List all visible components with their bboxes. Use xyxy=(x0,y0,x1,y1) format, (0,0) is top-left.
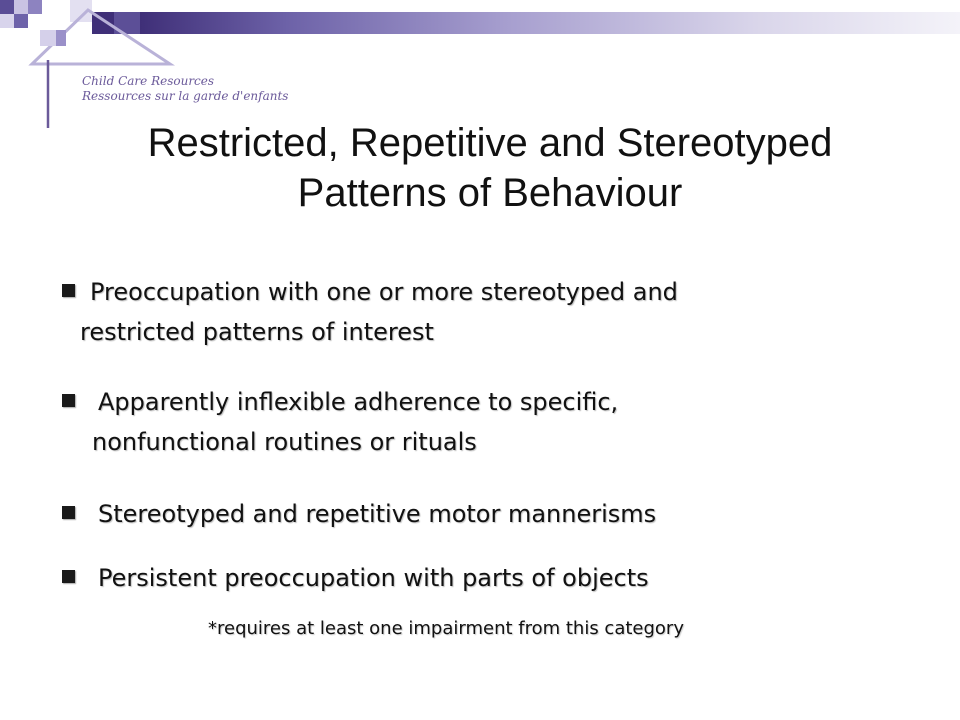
decor-square xyxy=(0,0,14,14)
bullet-text-continuation: nonfunctional routines or rituals xyxy=(92,428,477,456)
logo xyxy=(20,0,289,130)
bullet-text: Preoccupation with one or more stereotyped and xyxy=(90,278,678,306)
square-bullet-icon xyxy=(62,570,75,583)
decor-square xyxy=(0,14,14,28)
logo-text-english: Child Care Resources xyxy=(82,74,215,88)
square-bullet-icon xyxy=(62,284,75,297)
slide-title-line2: Patterns of Behaviour xyxy=(297,171,683,215)
square-bullet-icon xyxy=(62,394,75,407)
bullet-text: Stereotyped and repetitive motor mannerisms xyxy=(98,500,657,528)
logo-text-french: Ressources sur la garde d'enfants xyxy=(82,89,289,103)
list-item xyxy=(62,382,618,462)
bullet-text-continuation: restricted patterns of interest xyxy=(80,318,434,346)
header-gradient-strip xyxy=(140,12,960,34)
bullet-text: Apparently inflexible adherence to specific, xyxy=(98,388,619,416)
footnote: *requires at least one impairment from this category xyxy=(208,618,684,639)
list-item xyxy=(62,494,656,534)
slide-title-line1: Restricted, Repetitive and Stereotyped xyxy=(147,121,833,165)
house-logo-icon xyxy=(20,0,220,130)
slide-title xyxy=(60,118,920,218)
square-bullet-icon xyxy=(62,506,75,519)
bullet-text: Persistent preoccupation with parts of objects xyxy=(98,564,649,592)
list-item xyxy=(62,272,678,352)
list-item xyxy=(62,558,649,598)
